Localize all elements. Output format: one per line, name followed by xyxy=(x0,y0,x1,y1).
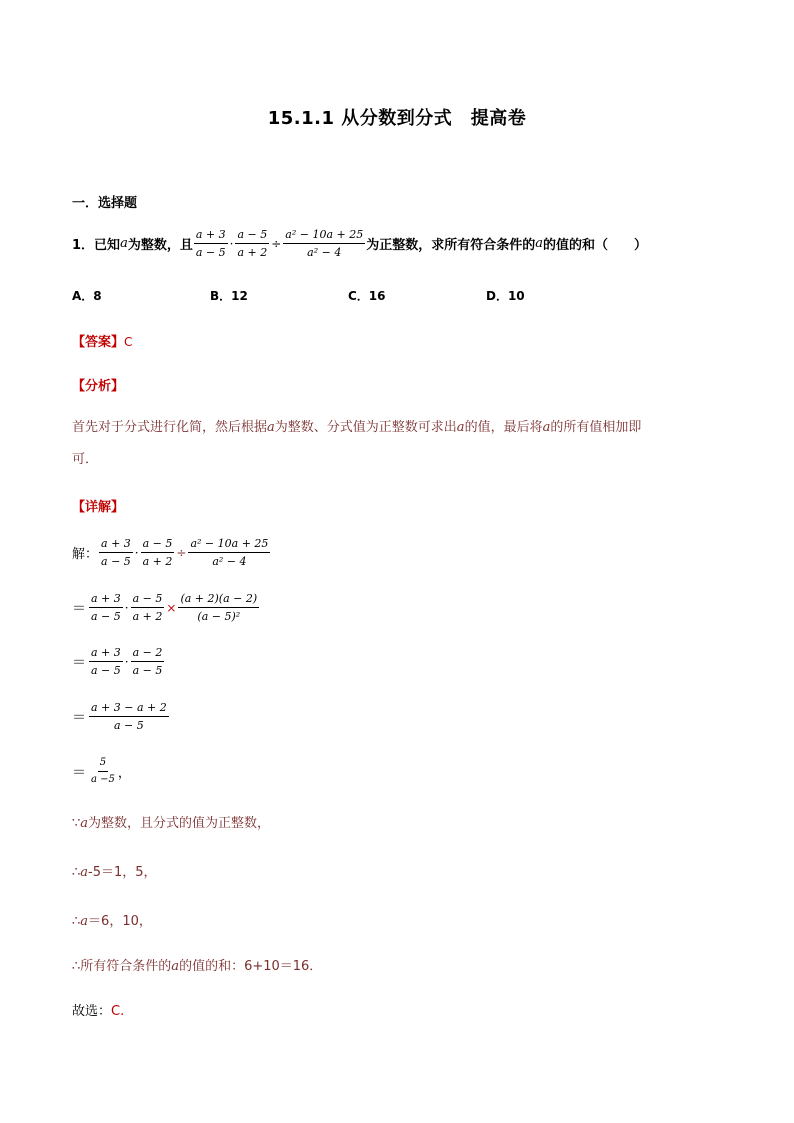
therefore-symbol: ∴ xyxy=(72,959,81,974)
var-a: a xyxy=(456,420,465,435)
denominator: a + 2 xyxy=(132,610,163,623)
therefore-text: 的值的和：6+10＝16． xyxy=(179,959,323,974)
conclusion-line xyxy=(72,996,124,1028)
equals-sign: ＝ xyxy=(72,600,86,617)
conclusion-prefix: 故选： xyxy=(72,1004,112,1019)
answer-line xyxy=(72,331,132,350)
var-a: a xyxy=(542,420,551,435)
option-a: A．8 xyxy=(72,289,102,303)
detail-step-5 xyxy=(72,757,131,786)
because-line xyxy=(72,808,270,840)
denominator: a − 5 xyxy=(91,610,121,623)
equals-sign: ＝ xyxy=(72,709,86,726)
numerator: a − 5 xyxy=(235,228,269,244)
analysis-line-1 xyxy=(72,412,641,444)
fraction xyxy=(131,592,165,623)
numerator: a + 3 − a + 2 xyxy=(89,701,169,717)
numerator: 5 xyxy=(98,757,108,772)
answer-value: C xyxy=(124,335,133,349)
option-c: C．16 xyxy=(348,289,386,303)
question-text-end: 的值的和（ ） xyxy=(543,238,648,253)
operator: · xyxy=(124,600,129,615)
var-a: a xyxy=(80,816,89,831)
numerator: (a + 2)(a − 2) xyxy=(178,592,259,608)
therefore-expr: ＝6，10， xyxy=(88,914,152,929)
analysis-tag: 【分析】 xyxy=(72,379,125,394)
operator: ÷ xyxy=(176,545,187,560)
denominator: a² − 4 xyxy=(212,555,247,568)
fraction xyxy=(89,646,123,677)
answer-tag: 【答案】 xyxy=(72,335,125,350)
equals-sign: ＝ xyxy=(72,764,86,781)
therefore-symbol: ∴ xyxy=(72,865,81,880)
fraction xyxy=(235,228,269,259)
fraction xyxy=(194,228,228,259)
analysis-line-2: 可． xyxy=(72,452,99,467)
numerator: a² − 10a + 25 xyxy=(188,537,270,553)
operator: ÷ xyxy=(271,236,282,251)
detail-step-2 xyxy=(72,592,260,623)
numerator: a² − 10a + 25 xyxy=(283,228,365,244)
numerator: a + 3 xyxy=(194,228,228,244)
var-a: a xyxy=(171,959,180,974)
because-text: 为整数，且分式的值为正整数， xyxy=(88,816,271,831)
denominator: a − 5 xyxy=(91,664,121,677)
denominator: a − 5 xyxy=(101,555,131,568)
numerator: a + 3 xyxy=(99,537,133,553)
operator: · xyxy=(229,236,234,251)
fraction xyxy=(283,228,365,259)
section-heading: 一．选择题 xyxy=(72,196,138,211)
solution-prefix: 解： xyxy=(72,547,99,562)
page-title: 15.1.1 从分数到分式 提高卷 xyxy=(267,108,527,129)
numerator: a − 5 xyxy=(131,592,165,608)
detail-tag: 【详解】 xyxy=(72,500,125,515)
fraction xyxy=(89,757,117,786)
therefore-text: 所有符合条件的 xyxy=(80,959,172,974)
numerator: a + 3 xyxy=(89,592,123,608)
denominator: (a − 5)² xyxy=(197,610,241,623)
fraction xyxy=(141,537,175,568)
denominator: a − 5 xyxy=(195,246,226,259)
var-a: a xyxy=(80,865,89,880)
because-symbol: ∵ xyxy=(72,816,81,831)
operator: × xyxy=(166,600,177,615)
denominator: a + 2 xyxy=(142,555,173,568)
therefore-line-3 xyxy=(72,951,322,983)
fraction xyxy=(99,537,133,568)
denominator: a² − 4 xyxy=(307,246,342,259)
therefore-line-2 xyxy=(72,906,152,938)
option-d: D．10 xyxy=(486,289,525,303)
question-1 xyxy=(72,228,647,259)
comma: ， xyxy=(117,766,131,781)
operator: · xyxy=(134,545,139,560)
fraction xyxy=(131,646,165,677)
detail-step-1 xyxy=(72,537,271,568)
analysis-text: 的值，最后将 xyxy=(464,420,543,435)
denominator: a + 2 xyxy=(237,246,268,259)
var-a: a xyxy=(120,236,128,251)
var-a: a xyxy=(535,236,544,251)
numerator: a − 2 xyxy=(131,646,165,662)
denominator: a − 5 xyxy=(132,664,163,677)
var-a: a xyxy=(80,914,89,929)
fraction xyxy=(188,537,270,568)
analysis-text: 首先对于分式进行化简，然后根据 xyxy=(72,420,268,435)
analysis-text: 的所有值相加即 xyxy=(550,420,642,435)
fraction xyxy=(178,592,259,623)
numerator: a + 3 xyxy=(89,646,123,662)
therefore-symbol: ∴ xyxy=(72,914,81,929)
fraction xyxy=(89,592,123,623)
var-a: a xyxy=(267,420,275,435)
denominator: a −5 xyxy=(91,774,115,785)
numerator: a − 5 xyxy=(141,537,175,553)
option-b: B．12 xyxy=(210,289,248,303)
therefore-expr: -5＝1，5， xyxy=(88,865,157,880)
fraction xyxy=(89,701,169,732)
detail-step-4 xyxy=(72,701,170,732)
question-text-before: 已知 xyxy=(94,238,121,253)
conclusion-answer: C. xyxy=(111,1004,125,1019)
question-text-after: 为正整数，求所有符合条件的 xyxy=(366,238,536,253)
operator: · xyxy=(124,654,129,669)
therefore-line-1 xyxy=(72,857,157,889)
question-text-mid: 为整数，且 xyxy=(127,238,193,253)
analysis-text: 为整数、分式值为正整数可求出 xyxy=(274,420,457,435)
question-number: 1． xyxy=(72,238,95,253)
denominator: a − 5 xyxy=(113,719,144,732)
equals-sign: ＝ xyxy=(72,654,86,671)
detail-step-3 xyxy=(72,646,165,677)
